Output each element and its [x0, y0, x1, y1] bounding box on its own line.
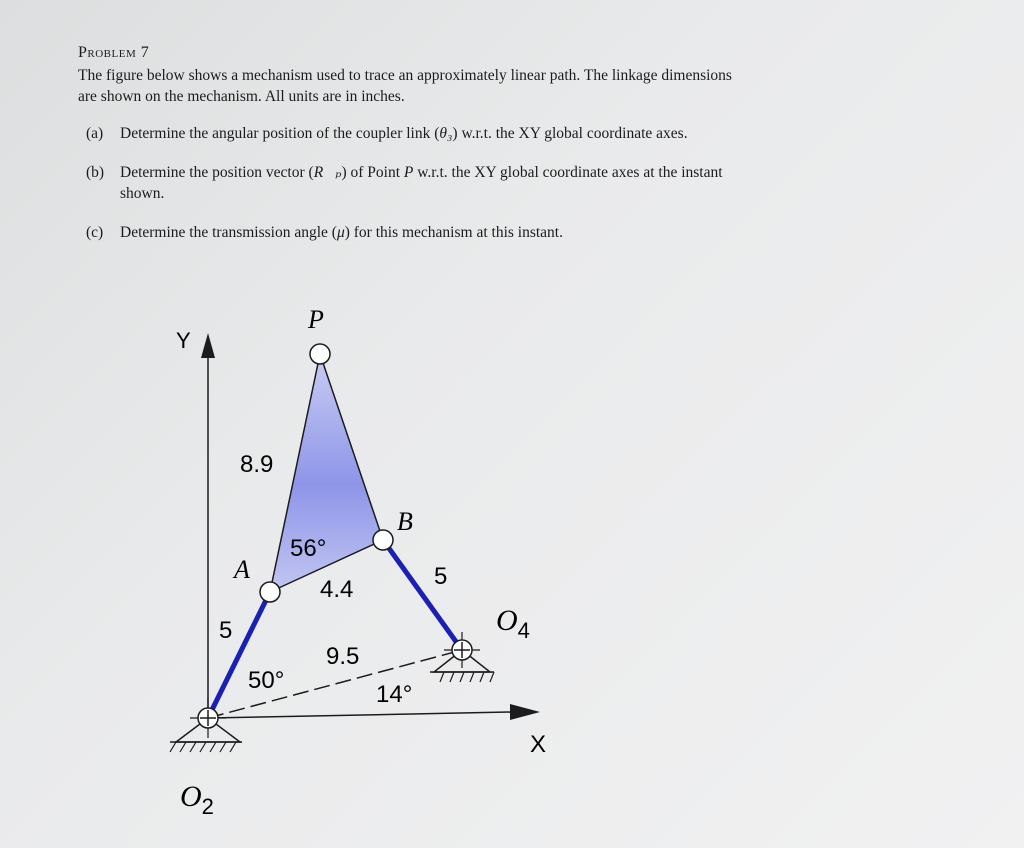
- point-b-joint: [373, 530, 393, 550]
- rocker-link: [383, 540, 462, 650]
- y-axis-label: Y: [176, 328, 191, 353]
- part-b-text-after2: w.r.t. the XY global coordinate axes at the instant: [417, 164, 723, 181]
- x-axis-line: [208, 712, 512, 718]
- intro-line-1: The figure below shows a mechanism used to trace an approximately linear path. The linkage dimensions: [78, 67, 732, 84]
- part-b-text-after: ) of Point: [341, 164, 400, 181]
- dimension-ab-label: 4.4: [320, 576, 354, 603]
- ground-pivot-o2: [170, 698, 242, 752]
- x-axis-arrowhead: [510, 704, 540, 720]
- ground-pivot-o4: [430, 632, 494, 682]
- part-b-point: P: [403, 164, 414, 181]
- problem-heading: Problem 7: [78, 44, 150, 61]
- part-c-label: (c): [86, 224, 104, 241]
- part-a-symbol: θ₃: [439, 125, 453, 142]
- part-b-label: (b): [86, 164, 105, 181]
- coupler-link: [270, 354, 383, 592]
- point-p-joint: [310, 344, 330, 364]
- angle-pab-label: 56°: [290, 535, 327, 562]
- angle-o2-label: 50°: [248, 667, 285, 694]
- part-c-text-before: Determine the transmission angle (: [120, 224, 337, 241]
- dimension-ap-label: 8.9: [240, 451, 274, 478]
- part-a-text-before: Determine the angular position of the coupler link (: [120, 125, 440, 142]
- point-p-label: P: [308, 305, 324, 334]
- point-a-joint: [260, 582, 280, 602]
- ground-o2-label: $O_2$: [180, 780, 214, 819]
- dimension-o4b-label: 5: [434, 563, 448, 590]
- x-axis-label: X: [530, 731, 547, 758]
- part-b-text-before: Determine the position vector (: [120, 164, 314, 181]
- point-b-label: B: [397, 507, 413, 536]
- angle-ground-label: 14°: [376, 681, 413, 708]
- y-axis-arrowhead: [201, 333, 215, 358]
- part-b-symbol: R⃗ₚ: [313, 164, 342, 181]
- intro-line-2: are shown on the mechanism. All units are in inches.: [78, 88, 405, 105]
- part-a-label: (a): [86, 125, 104, 142]
- ground-o4-label: $O_4$: [496, 604, 530, 643]
- part-c-symbol: μ: [336, 224, 345, 241]
- part-c-text-after: ) for this mechanism at this instant.: [344, 224, 563, 241]
- point-a-label: A: [234, 555, 250, 584]
- crank-link: [208, 592, 270, 718]
- part-a-text-after: ) w.r.t. the XY global coordinate axes.: [452, 125, 688, 142]
- dimension-o2o4-label: 9.5: [326, 643, 360, 670]
- dimension-o2a-label: 5: [219, 617, 233, 644]
- part-b-continuation: shown.: [120, 185, 165, 202]
